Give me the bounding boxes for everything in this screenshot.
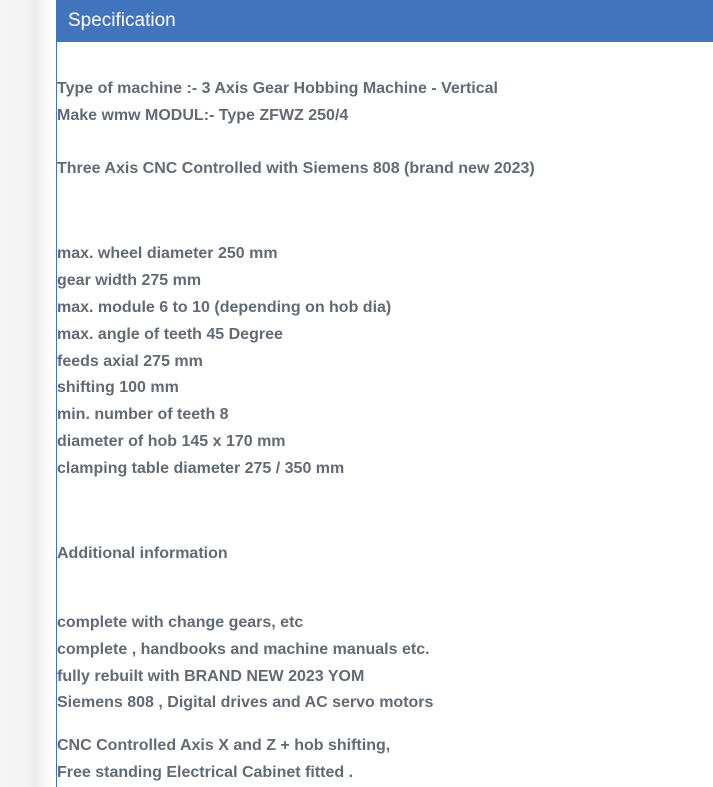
spec-line-table-diameter: clamping table diameter 275 / 350 mm: [57, 460, 345, 477]
spec-line-hob-diameter: diameter of hob 145 x 170 mm: [57, 433, 286, 450]
spec-line-angle: max. angle of teeth 45 Degree: [57, 326, 283, 343]
info-line-manuals: complete , handbooks and machine manuals etc.: [57, 641, 430, 658]
spec-line-machine-type: Type of machine :- 3 Axis Gear Hobbing Machine - Vertical: [57, 80, 498, 97]
spec-line-cnc-control: Three Axis CNC Controlled with Siemens 808 (brand new 2023): [57, 160, 535, 177]
gutter-shadow: [37, 0, 56, 787]
panel-title: Specification: [56, 0, 713, 42]
spec-line-min-teeth: min. number of teeth 8: [57, 406, 229, 423]
spec-line-make: Make wmw MODUL:- Type ZFWZ 250/4: [57, 107, 349, 124]
spec-line-shifting: shifting 100 mm: [57, 379, 179, 396]
info-line-rebuilt: fully rebuilt with BRAND NEW 2023 YOM: [57, 668, 365, 685]
additional-info-heading: Additional information: [57, 545, 228, 562]
info-line-drives: Siemens 808 , Digital drives and AC servo motors: [57, 694, 434, 711]
spec-line-module: max. module 6 to 10 (depending on hob dia): [57, 299, 392, 316]
info-line-axis: CNC Controlled Axis X and Z + hob shifting,: [57, 737, 391, 754]
info-line-change-gears: complete with change gears, etc: [57, 614, 304, 631]
spec-line-feeds: feeds axial 275 mm: [57, 353, 203, 370]
specification-panel: [56, 0, 713, 787]
info-line-cabinet: Free standing Electrical Cabinet fitted .: [57, 764, 354, 781]
left-gutter: [0, 0, 37, 787]
spec-line-wheel-diameter: max. wheel diameter 250 mm: [57, 245, 278, 262]
spec-line-gear-width: gear width 275 mm: [57, 272, 202, 289]
